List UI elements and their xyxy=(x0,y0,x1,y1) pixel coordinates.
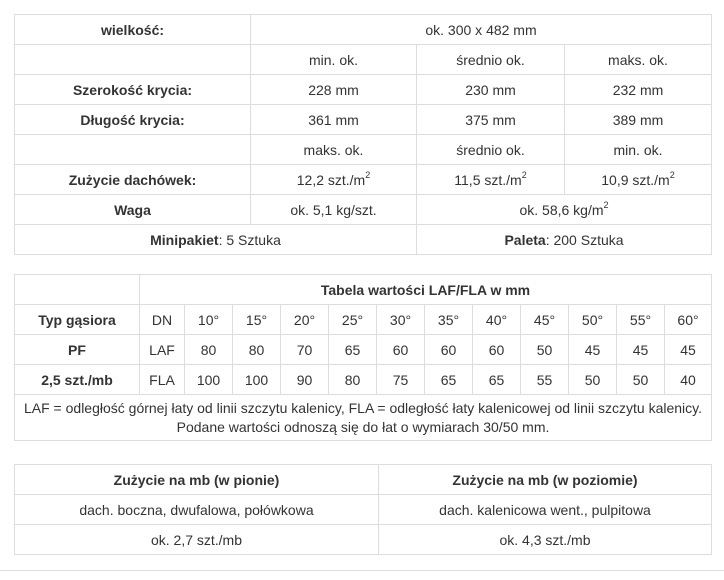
tile-usage-max: 12,2 $szt./m^2$ xyxy=(251,165,417,195)
empty-cell xyxy=(15,275,140,305)
fla-value: 100 xyxy=(185,365,233,395)
weight-per-area: ok. 58,6 $kg/m^2$ xyxy=(417,195,712,225)
angles-row xyxy=(15,305,712,335)
dn-label: DN xyxy=(140,305,185,335)
spec-table xyxy=(14,14,712,255)
note-row xyxy=(15,395,712,441)
laf-value: 80 xyxy=(233,335,281,365)
usage-types-row xyxy=(15,495,712,525)
fla-value: 80 xyxy=(329,365,377,395)
coverage-width-row xyxy=(15,75,712,105)
laf-fla-table xyxy=(14,274,712,441)
coverage-length-row xyxy=(15,105,712,135)
header-row xyxy=(15,45,712,75)
title-row xyxy=(15,275,712,305)
weight-per-piece: ok. 5,1 kg/szt. xyxy=(251,195,417,225)
fla-value: 75 xyxy=(377,365,425,395)
col-header-min: min. ok. xyxy=(565,135,712,165)
vertical-header: Zużycie na mb (w pionie) xyxy=(15,465,379,495)
empty-cell xyxy=(15,45,251,75)
laf-value: 45 xyxy=(617,335,665,365)
horizontal-header: Zużycie na mb (w poziomie) xyxy=(379,465,712,495)
angle-cell: 35° xyxy=(425,305,473,335)
usage-header-row xyxy=(15,465,712,495)
usage-table xyxy=(14,464,712,555)
col-header-max: maks. ok. xyxy=(251,135,417,165)
horizontal-types: dach. kalenicowa went., pulpitowa xyxy=(379,495,712,525)
angle-cell: 30° xyxy=(377,305,425,335)
coverage-length-avg: 375 mm xyxy=(417,105,565,135)
laf-value: 60 xyxy=(377,335,425,365)
vertical-value: ok. 2,7 szt./mb xyxy=(15,525,379,555)
fla-label: FLA xyxy=(140,365,185,395)
usage-label: 2,5 szt./mb xyxy=(15,365,140,395)
coverage-width-max: 232 mm xyxy=(565,75,712,105)
laf-value: 70 xyxy=(281,335,329,365)
laf-value: 60 xyxy=(473,335,521,365)
tile-usage-row xyxy=(15,165,712,195)
fla-value: 65 xyxy=(425,365,473,395)
fla-value: 50 xyxy=(617,365,665,395)
table-title: Tabela wartości LAF/FLA w mm xyxy=(140,275,712,305)
fla-value: 90 xyxy=(281,365,329,395)
empty-cell xyxy=(15,135,251,165)
laf-value: 45 xyxy=(665,335,712,365)
vertical-types: dach. boczna, dwufalowa, połówkowa xyxy=(15,495,379,525)
fla-value: 50 xyxy=(569,365,617,395)
laf-value: 45 xyxy=(569,335,617,365)
col-header-min: min. ok. xyxy=(251,45,417,75)
fla-value: 65 xyxy=(473,365,521,395)
coverage-width-avg: 230 mm xyxy=(417,75,565,105)
coverage-length-max: 389 mm xyxy=(565,105,712,135)
coverage-length-label: Długość krycia: xyxy=(15,105,251,135)
fla-value: 55 xyxy=(521,365,569,395)
laf-row xyxy=(15,335,712,365)
fla-value: 100 xyxy=(233,365,281,395)
coverage-width-min: 228 mm xyxy=(251,75,417,105)
laf-value: 50 xyxy=(521,335,569,365)
angle-cell: 25° xyxy=(329,305,377,335)
header-row-2 xyxy=(15,135,712,165)
angle-cell: 15° xyxy=(233,305,281,335)
weight-row xyxy=(15,195,712,225)
tile-usage-label: Zużycie dachówek: xyxy=(15,165,251,195)
fla-row xyxy=(15,365,712,395)
angle-cell: 60° xyxy=(665,305,712,335)
laf-label: LAF xyxy=(140,335,185,365)
minipack-cell: Minipakiet: 5 Sztuka xyxy=(15,225,417,255)
col-header-max: maks. ok. xyxy=(565,45,712,75)
col-header-avg: średnio ok. xyxy=(417,45,565,75)
size-label: wielkość: xyxy=(15,15,251,45)
packaging-row xyxy=(15,225,712,255)
weight-label: Waga xyxy=(15,195,251,225)
coverage-length-min: 361 mm xyxy=(251,105,417,135)
type-label: Typ gąsiora xyxy=(15,305,140,335)
pf-label: PF xyxy=(15,335,140,365)
tile-usage-min: 10,9 $szt./m^2$ xyxy=(565,165,712,195)
laf-fla-note: LAF = odległość górnej łaty od linii szczytu kalenicy, FLA = odległość łaty kalenicowej od linii szczytu kalenicy. Podane wartości odnoszą się do łat o wymiarach 30/50 mm. xyxy=(15,395,712,441)
horizontal-value: ok. 4,3 szt./mb xyxy=(379,525,712,555)
laf-value: 65 xyxy=(329,335,377,365)
angle-cell: 45° xyxy=(521,305,569,335)
angle-cell: 10° xyxy=(185,305,233,335)
pallet-cell: Paleta: 200 Sztuka xyxy=(417,225,712,255)
angle-cell: 40° xyxy=(473,305,521,335)
angle-cell: 20° xyxy=(281,305,329,335)
tile-usage-avg: 11,5 $szt./m^2$ xyxy=(417,165,565,195)
coverage-width-label: Szerokość krycia: xyxy=(15,75,251,105)
size-value: ok. 300 x 482 mm xyxy=(251,15,712,45)
angle-cell: 50° xyxy=(569,305,617,335)
laf-value: 60 xyxy=(425,335,473,365)
fla-value: 40 xyxy=(665,365,712,395)
size-row xyxy=(15,15,712,45)
divider xyxy=(0,570,724,571)
col-header-avg: średnio ok. xyxy=(417,135,565,165)
laf-value: 80 xyxy=(185,335,233,365)
usage-values-row xyxy=(15,525,712,555)
angle-cell: 55° xyxy=(617,305,665,335)
